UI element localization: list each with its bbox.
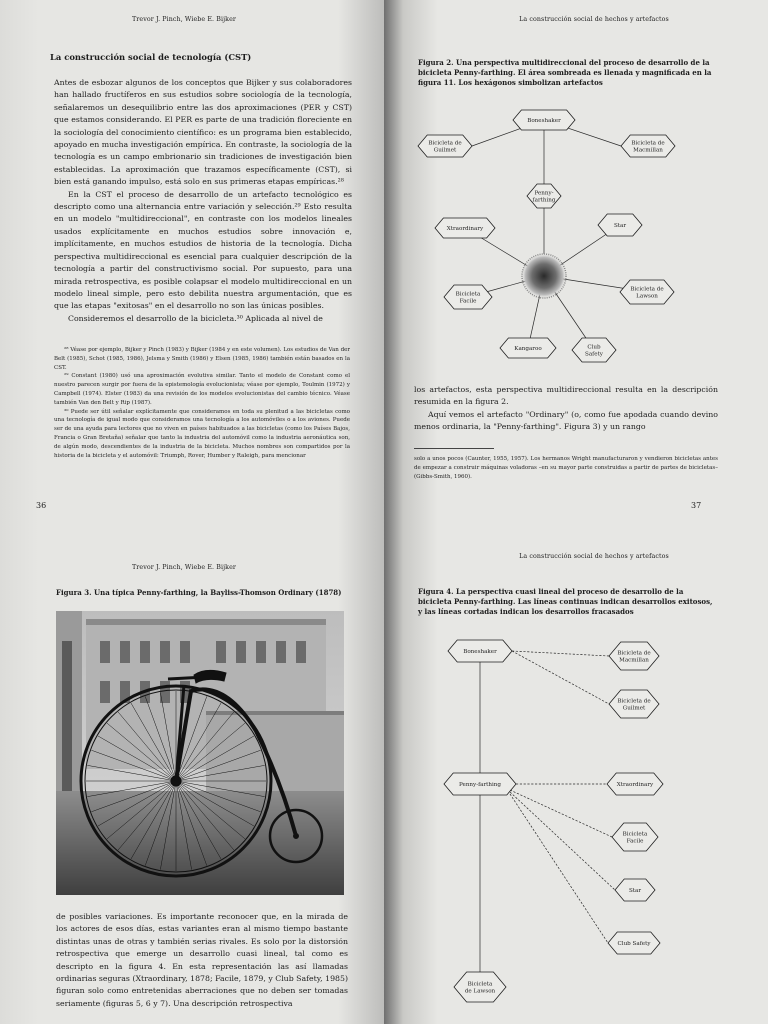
hexagon-node-star bbox=[615, 879, 655, 901]
hexagon-node-penny bbox=[527, 184, 561, 208]
hexagon-node-xtraordinary bbox=[607, 773, 663, 795]
hexagon-node-star bbox=[598, 214, 642, 236]
hexagon-label: Kangaroo bbox=[514, 346, 542, 352]
hexagon-node-guilmet bbox=[609, 690, 659, 718]
page-37 bbox=[384, 0, 768, 534]
paragraph: de posibles variaciones. Es importante reconocer que, en la mirada de los actores de esos días, estas variantes eran al mismo tiempo bastante distintas unas de otras y también serias rivales. Es solo por la distorsión retrospectiva que emerge un desarrollo cuasi lineal, tal como es descripto en la figura 4. En esta representación las así llamadas ordinarias seguras (Xtraordinary, 1878; Facile, 1879, y Club Safety, 1985) figuran solo como entretenidas aberraciones que no deben ser tomadas seriamente (figuras 5, 6 y 7). Una descripción retrospectiva bbox=[56, 912, 349, 1008]
footnotes bbox=[54, 346, 350, 460]
hexagon-label: Boneshaker bbox=[527, 118, 561, 124]
body-text bbox=[414, 384, 718, 434]
footnote: ³⁰ Puede ser útil señalar explícitamente que consideramos en toda su plenitud a las bicicletas como una tecnología de igual modo que consideramos una tecnología a los automóviles o a los aviones. Puede ser de una ayuda para lectores que no viven en países habituados a las bicicletas (como los Países Bajos, Francia o Gran Bretaña) señalar que tanto la industria del automóvil como la industria aeronáutica son, de algún modo, descendientes de la industria de la bicicleta. Muchos nombres son compartidos por la historia de la bicicleta y el automóvil: Triumph, Rover, Humber y Raleigh, para mencionar bbox=[54, 408, 350, 459]
hexagon-label: de Lawson bbox=[464, 988, 496, 995]
hexagon-node-macmillan bbox=[621, 135, 675, 157]
figure-2-diagram bbox=[384, 100, 768, 380]
running-head: Trevor J. Pinch, Wiebe E. Bijker bbox=[131, 16, 237, 23]
failed-development-line bbox=[510, 792, 615, 890]
failed-development-line bbox=[510, 794, 608, 943]
figure-caption: Figura 4. La perspectiva cuasi lineal del proceso de desarrollo de la bicicleta Penny-farthing. Las líneas continuas indican desarrollos exitosos, y las líneas cortadas indican los desarrollos fracasados bbox=[418, 587, 713, 616]
hexagon-label: Bicicleta de bbox=[428, 140, 462, 147]
section-title: La construcción social de tecnología (CST) bbox=[50, 52, 252, 62]
body-text bbox=[56, 911, 348, 1010]
hexagon-label: Bicicleta de bbox=[630, 286, 664, 293]
hexagon-label: Bicicleta bbox=[622, 831, 648, 838]
running-head: La construcción social de hechos y artefactos bbox=[519, 16, 669, 23]
paragraph: Consideremos el desarrollo de la bicicleta.³⁰ Aplicada al nivel de bbox=[68, 313, 323, 323]
hexagon-label: Bicicleta de bbox=[617, 650, 651, 657]
hexagon-label: Guilmet bbox=[622, 705, 646, 712]
hexagon-label: Facile bbox=[626, 838, 644, 845]
hexagon-label: Bicicleta de bbox=[617, 698, 651, 705]
paragraph: En la CST el proceso de desarrollo de un artefacto tecnológico es descripto como una alternancia entre variación y selección.²⁹ Esto resulta en un modelo "multidireccional", en contraste con los modelos lineales usados explícitamente en muchos estudios sobre innovación e, implícitamente, en muchos estudios de historia de la tecnología. Dicha perspectiva multidireccional es esencial para cualquier descripción de la tecnología a partir del constructivismo social. Por supuesto, para una mirada retrospectiva, es posible colapsar el modelo multidireccional en un modelo lineal simple, pero esto debilita nuestra argumentación, que es que las etapas "exitosas" en el desarrollo no son las únicas posibles. bbox=[54, 189, 352, 311]
footnote-rule bbox=[414, 448, 494, 449]
hexagon-node-boneshaker bbox=[448, 640, 512, 662]
hexagon-label: Xtraordinary bbox=[446, 226, 484, 232]
hexagon-label: Guilmet bbox=[433, 147, 457, 154]
hexagon-label: Boneshaker bbox=[463, 649, 497, 655]
hexagon-node-facile bbox=[612, 823, 658, 851]
hexagon-label: farthing bbox=[532, 197, 556, 204]
hexagon-node-lawson bbox=[454, 972, 506, 1002]
running-head: Trevor J. Pinch, Wiebe E. Bijker bbox=[131, 564, 237, 571]
page-39 bbox=[384, 534, 768, 1024]
hexagon-label: Macmillan bbox=[619, 657, 649, 664]
paragraph: los artefactos, esta perspectiva multidireccional resulta en la descripción resumida en la figura 2. bbox=[414, 385, 718, 407]
hexagon-label: Club bbox=[587, 344, 601, 351]
footnote: ²⁸ Véase por ejemplo, Bijker y Pinch (1983) y Bijker (1984 y en este volumen). Los estudios de Van der Belt (1985), Schot (1985, 1986), Jelsma y Smith (1986) y Elsen (1985, 1986) también están basados en la CST. bbox=[54, 347, 350, 371]
figure-caption: Figura 2. Una perspectiva multidireccional del proceso de desarrollo de la bicicleta Penny-farthing. El área sombreada es llenada y magnificada en la figura 11. Los hexágonos simbolizan artefactos bbox=[418, 58, 712, 87]
hexagon-node-xtraordinary bbox=[435, 218, 495, 238]
hexagon-label: Bicicleta bbox=[467, 981, 493, 988]
failed-development-line bbox=[512, 651, 609, 704]
hexagon-node-facile bbox=[444, 285, 492, 309]
body-text bbox=[54, 77, 352, 325]
paragraph: Antes de esbozar algunos de los conceptos que Bijker y sus colaboradores han hallado fructíferos en sus estudios sobre sociología de la tecnología, señalaremos un desequilibrio entre las dos aproximaciones (PER y CST) que estamos considerando. El PER es parte de una tradición floreciente en la sociología del conocimiento científico: es un programa bien establecido, apoyado en mucha investigación empírica. En contraste, la sociología de la tecnología es un campo embrionario sin tradiciones de investigación bien establecidas. La aproximación que trazamos específicamente (CST), si bien está ganando impulso, está solo en sus primeras etapas empíricas.²⁸ bbox=[54, 78, 352, 187]
hexagon-label: Penny-farthing bbox=[459, 782, 501, 788]
figure-4-diagram bbox=[384, 634, 768, 1024]
hexagon-node-guilmet bbox=[418, 135, 472, 157]
hexagon-label: Star bbox=[628, 888, 642, 894]
hexagon-label: Star bbox=[613, 223, 627, 229]
hexagon-label: Penny- bbox=[534, 190, 554, 197]
hexagon-label: Club Safety bbox=[617, 941, 651, 947]
shaded-area bbox=[522, 254, 566, 298]
hexagon-label: Safety bbox=[585, 351, 603, 358]
page-36 bbox=[0, 0, 384, 534]
hexagon-node-clubsafety bbox=[608, 932, 660, 954]
penny-farthing-photo bbox=[56, 611, 344, 895]
failed-development-line bbox=[512, 651, 609, 656]
footnote: solo a unos pocos (Caunter, 1955, 1957). Los hermanos Wright manufacturaron y vendieron bicicletas antes de empezar a construir máquinas voladoras –en su mayor parte construidas a partir de partes de bicicletas– (Gibbs-Smith, 1960). bbox=[414, 456, 718, 480]
hexagon-node-penny bbox=[444, 773, 516, 795]
hexagon-node-lawson bbox=[620, 280, 674, 304]
hexagon-node-kangaroo bbox=[500, 338, 556, 358]
failed-development-line bbox=[510, 790, 612, 837]
figure-caption: Figura 3. Una típica Penny-farthing, la Bayliss-Thomson Ordinary (1878) bbox=[56, 588, 342, 597]
hexagon-label: Facile bbox=[459, 298, 477, 305]
page-38 bbox=[0, 534, 384, 1024]
hexagon-label: Bicicleta bbox=[455, 291, 481, 298]
paragraph: Aquí vemos el artefacto "Ordinary" (o, como fue apodada cuando devino menos ordinaria, la "Penny-farthing". Figura 3) y un rango bbox=[414, 409, 718, 432]
footnote: ²⁹ Constant (1980) usó una aproximación evolutiva similar. Tanto el modelo de Constant como el nuestro parecen surgir por fuera de la epistemología evolucionista; véase por ejemplo, Toulmin (1972) y Campbell (1974). Elster (1983) da una revisión de los modelos evolucionistas del cambio técnico. Véase también Van den Belt y Rip (1987). bbox=[54, 373, 350, 406]
hexagon-node-boneshaker bbox=[513, 110, 575, 130]
running-head: La construcción social de hechos y artefactos bbox=[519, 553, 669, 560]
hexagon-label: Macmillan bbox=[633, 147, 663, 154]
hexagon-node-clubsafety bbox=[572, 338, 616, 362]
page-number: 37 bbox=[691, 501, 702, 510]
hexagon-label: Xtraordinary bbox=[616, 782, 654, 788]
hexagon-node-macmillan bbox=[609, 642, 659, 670]
page-number: 36 bbox=[36, 501, 47, 510]
hexagon-label: Bicicleta de bbox=[631, 140, 665, 147]
hexagon-label: Lawson bbox=[636, 293, 658, 300]
